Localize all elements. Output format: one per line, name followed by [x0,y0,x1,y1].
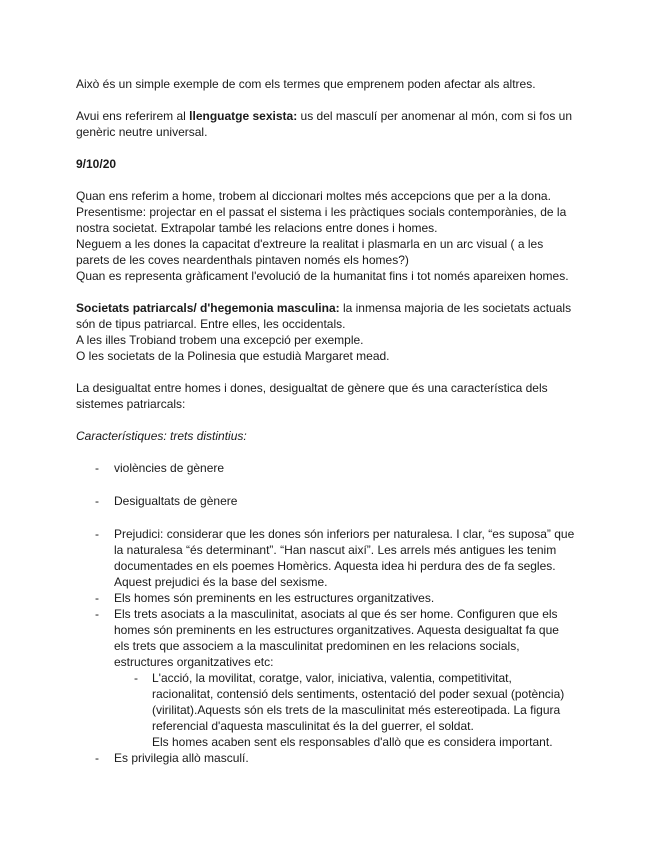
sexist-language-lead: Avui ens referirem al [76,109,190,123]
patriarchal-line: A les illes Trobiand trobem una excepció per exemple. [76,333,364,347]
sexist-language-paragraph [76,108,576,140]
inequality-paragraph: La desigualtat entre homes i dones, desigualtat de gènere que és una característica dels sistemes patriarcals: [76,381,548,411]
list-item: - Es privilegia allò masculí. [76,750,576,766]
paragraph-line: Quan es representa gràficament l'evolució de la humanitat fins i tot només apareixen homes. [76,269,569,283]
list-item: - violències de gènere [76,460,576,476]
paragraph-line: Neguem a les dones la capacitat d'extreure la realitat i plasmarla en un arc visual ( a les parets de les coves neardenthals pintaven només els homes?) [76,237,544,267]
document-page [76,76,576,766]
characteristics-list [76,460,576,766]
patriarchal-line: O les societats de la Polinesia que estudià Margaret mead. [76,349,390,363]
list-item-text: Els trets asociats a la masculinitat, asociats al que és ser home. Configuren que els homes són preminents en les estructures organitzatives. Aquesta desigualtat fa que els trets que associem a la masculinitat predominen en les relacions socials, estructures organitzatives etc: [114,607,559,669]
list-item [76,606,576,750]
sexist-language-definition: us del masculí per anomenar al món, com si fos un genèric neutre universal. [76,109,572,139]
sexist-language-term: llenguatge sexista: [189,109,298,123]
characteristics-heading: Característiques: trets distintius: [76,429,247,443]
sub-list-item-text: L'acció, la movilitat, coratge, valor, iniciativa, valentia, competitivitat, racionalitat, contensió dels sentiments, ostentació del poder sexual (potència) (virilitat).Aquests són els trets de la masculinitat més estereotipada. La figura referencial d'aquesta masculinitat és la del guerrer, el soldat. [152,671,565,733]
list-spacer [76,509,576,526]
list-item: - Els homes són preminents en les estructures organitzatives. [76,590,576,606]
paragraph-line: Presentisme: projectar en el passat el sistema i les pràctiques socials contemporànies, de la nostra societat. Extrapolar també les relacions entre dones i homes. [76,205,567,235]
patriarchal-definition: la inmensa majoria de les societats actuals són de tipus patriarcal. Entre elles, les occidentals. [76,301,572,331]
list-spacer [76,476,576,493]
list-item: - Desigualtats de gènere [76,493,576,509]
paragraph-line: Quan ens referim a home, trobem al diccionari moltes més accepcions que per a la dona. [76,189,551,203]
sub-list [114,670,576,750]
sub-list-item-extra: Els homes acaben sent els responsables d'allò que es considera important. [152,735,553,749]
sub-list-item [114,670,576,750]
list-item: - Prejudici: considerar que les dones són inferiors per naturalesa. I clar, “es suposa” que la naturalesa “és determinant”. “Han nascut així”. Les arrels més antigues les tenim documentades en els poemes Homèrics. Aquesta idea hi perdura des de fa segles. Aquest prejudici és la base del sexisme. [76,526,576,590]
date-heading: 9/10/20 [76,157,117,171]
patriarchal-term: Societats patriarcals/ d'hegemonia masculina: [76,301,340,315]
patriarchal-paragraph [76,300,576,332]
intro-paragraph: Això és un simple exemple de com els termes que emprenem poden afectar als altres. [76,77,536,91]
